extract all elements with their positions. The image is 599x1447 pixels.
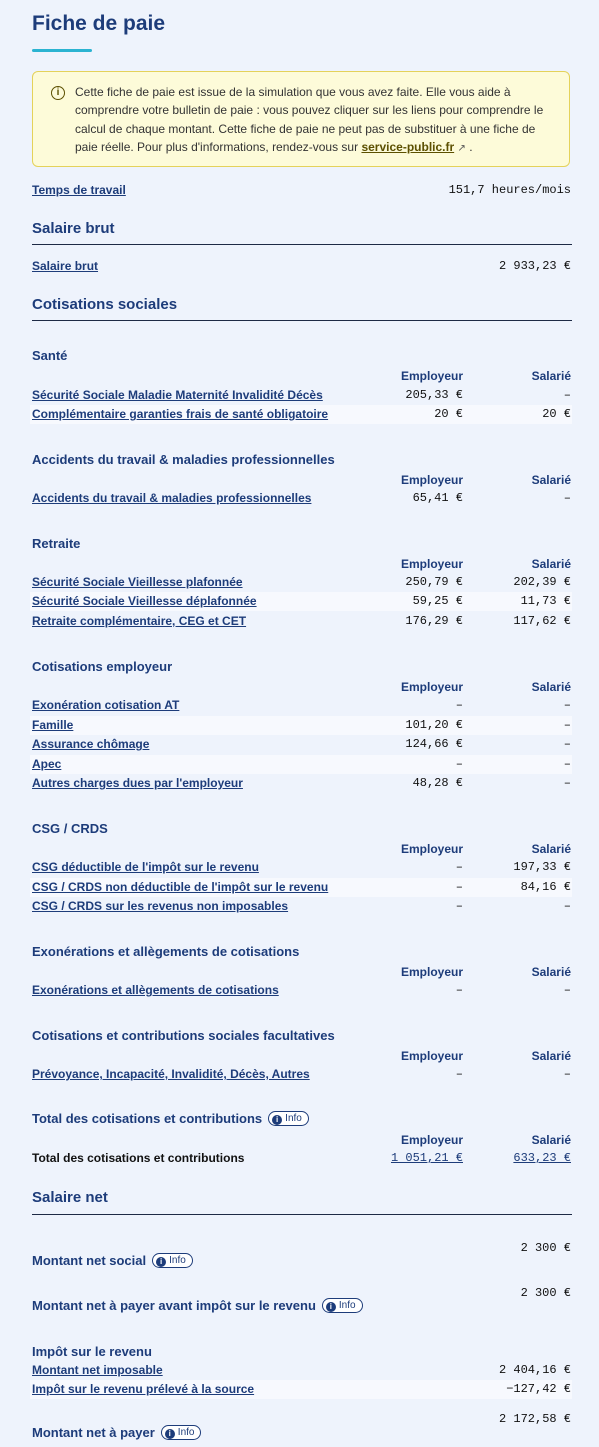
salarie-value: –	[563, 698, 571, 712]
salarie-value: 202,39 €	[513, 575, 571, 589]
row-label-link[interactable]: Prévoyance, Incapacité, Invalidité, Décès, Autres	[32, 1067, 310, 1081]
info-button[interactable]: i Info	[268, 1111, 309, 1126]
alert-text: Cette fiche de paie est issue de la simulation que vous avez faite. Elle vous aide à comprendre votre bulletin de paie : vous pouvez cliquer sur les liens pour comprendre le calcul de chaque montant. Cette fiche de paie ne peut pas de substituer à une fiche de paie réelle. Pour plus d'informations, rendez-vous sur service-public.fr ↗ .	[75, 85, 544, 154]
salarie-value: 11,73 €	[520, 594, 571, 608]
table-row	[30, 592, 572, 611]
col-header-employeur: Employeur	[400, 1133, 463, 1147]
employeur-value: –	[455, 860, 463, 874]
row-label-link[interactable]: Complémentaire garanties frais de santé obligatoire	[32, 407, 329, 421]
row-label-link[interactable]: Accidents du travail & maladies professionnelles	[32, 491, 312, 505]
col-header-salarie: Salarié	[531, 1049, 571, 1063]
employeur-value: 250,79 €	[405, 575, 463, 589]
employeur-value: –	[455, 983, 463, 997]
col-header-employeur: Employeur	[400, 1049, 463, 1063]
section-title-csg: CSG / CRDS	[32, 821, 108, 836]
employeur-value: –	[455, 698, 463, 712]
table-row	[30, 1380, 572, 1399]
salaire-brut-heading: Salaire brut	[32, 220, 115, 237]
table-row	[30, 858, 572, 877]
info-button[interactable]: i Info	[322, 1298, 363, 1313]
row-label-link[interactable]: Retraite complémentaire, CEG et CET	[32, 614, 247, 628]
col-header-employeur: Employeur	[400, 369, 463, 383]
cotisations-heading: Cotisations sociales	[32, 296, 178, 313]
table-row	[30, 696, 572, 715]
row-label-link[interactable]: Apec	[32, 757, 62, 771]
impot-source-link[interactable]: Impôt sur le revenu prélevé à la source	[32, 1382, 255, 1396]
employeur-value: 65,41 €	[412, 491, 463, 505]
col-header-employeur: Employeur	[400, 842, 463, 856]
col-header-employeur: Employeur	[400, 473, 463, 487]
page-title: Fiche de paie	[32, 12, 166, 35]
table-row	[30, 878, 572, 897]
row-label-link[interactable]: Autres charges dues par l'employeur	[32, 776, 243, 790]
salarie-value: –	[563, 1067, 571, 1081]
employeur-value: 176,29 €	[405, 614, 463, 628]
net-imposable-link[interactable]: Montant net imposable	[32, 1363, 163, 1377]
employeur-value: 101,20 €	[405, 718, 463, 732]
total-label: Total des cotisations et contributions	[32, 1151, 245, 1165]
total-employeur-link[interactable]: 1 051,21 €	[390, 1151, 463, 1165]
section-title-accidents: Accidents du travail & maladies professionnelles	[32, 452, 335, 467]
section-title-exonerations: Exonérations et allègements de cotisations	[32, 944, 300, 959]
col-header-salarie: Salarié	[531, 473, 571, 487]
temps-travail-value: 151,7 heures/mois	[448, 183, 571, 197]
salarie-value: –	[563, 718, 571, 732]
table-row	[30, 897, 572, 916]
info-alert	[32, 71, 570, 167]
temps-travail-link[interactable]: Temps de travail	[32, 183, 126, 197]
employeur-value: 124,66 €	[405, 737, 463, 751]
salarie-value: 197,33 €	[513, 860, 571, 874]
row-label-link[interactable]: CSG déductible de l'impôt sur le revenu	[32, 860, 259, 874]
row-label-link[interactable]: Exonération cotisation AT	[32, 698, 180, 712]
table-row	[30, 981, 572, 1000]
service-public-link[interactable]: service-public.fr	[361, 139, 455, 154]
table-row	[30, 573, 572, 592]
net-a-payer-value: 2 172,58 €	[498, 1412, 571, 1426]
impot-source-value: −127,42 €	[506, 1382, 571, 1396]
salarie-value: –	[563, 388, 571, 402]
employeur-value: –	[455, 757, 463, 771]
salarie-value: 20 €	[542, 407, 571, 421]
title-underline	[32, 49, 92, 52]
net-a-payer-label: Montant net à payer i Info	[32, 1425, 201, 1440]
col-header-salarie: Salarié	[531, 557, 571, 571]
salarie-value: –	[563, 899, 571, 913]
table-row	[30, 716, 572, 735]
salarie-value: –	[563, 491, 571, 505]
total-salarie-link[interactable]: 633,23 €	[513, 1151, 571, 1165]
total-row	[30, 1149, 572, 1168]
employeur-value: 20 €	[434, 407, 463, 421]
salarie-value: –	[563, 776, 571, 790]
info-icon: i	[51, 86, 65, 100]
info-button[interactable]: i Info	[152, 1253, 193, 1268]
external-link-icon: ↗	[457, 142, 466, 154]
row-label-link[interactable]: Famille	[32, 718, 74, 732]
salarie-value: 117,62 €	[513, 614, 571, 628]
table-row	[30, 405, 572, 424]
salarie-value: –	[563, 737, 571, 751]
info-icon: i	[165, 1429, 175, 1439]
net-avant-impot-value: 2 300 €	[520, 1286, 571, 1300]
section-title-total: Total des cotisations et contributions i Info	[32, 1111, 309, 1126]
salaire-brut-link[interactable]: Salaire brut	[32, 259, 99, 273]
info-icon: i	[326, 1302, 336, 1312]
table-row	[30, 1361, 572, 1380]
row-label-link[interactable]: Exonérations et allègements de cotisations	[32, 983, 279, 997]
employeur-value: –	[455, 899, 463, 913]
net-social-label: Montant net social i Info	[32, 1253, 193, 1268]
info-icon: i	[272, 1115, 282, 1125]
row-label-link[interactable]: CSG / CRDS sur les revenus non imposables	[32, 899, 289, 913]
salarie-value: –	[563, 983, 571, 997]
table-row	[30, 774, 572, 793]
table-row	[30, 612, 572, 631]
info-icon: i	[156, 1257, 166, 1267]
col-header-employeur: Employeur	[400, 557, 463, 571]
salarie-value: –	[563, 757, 571, 771]
employeur-value: –	[455, 1067, 463, 1081]
table-row	[30, 386, 572, 405]
divider	[32, 244, 572, 245]
col-header-salarie: Salarié	[531, 965, 571, 979]
section-title-sante: Santé	[32, 348, 68, 363]
col-header-employeur: Employeur	[400, 680, 463, 694]
impot-heading: Impôt sur le revenu	[32, 1344, 152, 1359]
table-row	[30, 755, 572, 774]
employeur-value: 59,25 €	[412, 594, 463, 608]
row-label-link[interactable]: CSG / CRDS non déductible de l'impôt sur le revenu	[32, 880, 329, 894]
employeur-value: 48,28 €	[412, 776, 463, 790]
table-row	[30, 735, 572, 754]
row-label-link[interactable]: Assurance chômage	[32, 737, 150, 751]
row-label-link[interactable]: Sécurité Sociale Maladie Maternité Invalidité Décès	[32, 388, 323, 402]
net-avant-impot-label: Montant net à payer avant impôt sur le revenu i Info	[32, 1298, 363, 1313]
salarie-value: 84,16 €	[520, 880, 571, 894]
info-button[interactable]: i Info	[161, 1425, 202, 1440]
salaire-net-heading: Salaire net	[32, 1189, 108, 1206]
divider	[32, 320, 572, 321]
col-header-salarie: Salarié	[531, 1133, 571, 1147]
section-title-retraite: Retraite	[32, 536, 81, 551]
col-header-salarie: Salarié	[531, 842, 571, 856]
col-header-employeur: Employeur	[400, 965, 463, 979]
col-header-salarie: Salarié	[531, 680, 571, 694]
row-label-link[interactable]: Sécurité Sociale Vieillesse plafonnée	[32, 575, 243, 589]
divider	[32, 1214, 572, 1215]
employeur-value: –	[455, 880, 463, 894]
section-title-facultatives: Cotisations et contributions sociales facultatives	[32, 1028, 335, 1043]
salaire-brut-value: 2 933,23 €	[498, 259, 571, 273]
row-label-link[interactable]: Sécurité Sociale Vieillesse déplafonnée	[32, 594, 257, 608]
net-imposable-value: 2 404,16 €	[498, 1363, 571, 1377]
section-title-employeur: Cotisations employeur	[32, 659, 173, 674]
col-header-salarie: Salarié	[531, 369, 571, 383]
table-row	[30, 1065, 572, 1084]
net-social-value: 2 300 €	[520, 1241, 571, 1255]
table-row	[30, 489, 572, 508]
employeur-value: 205,33 €	[405, 388, 463, 402]
